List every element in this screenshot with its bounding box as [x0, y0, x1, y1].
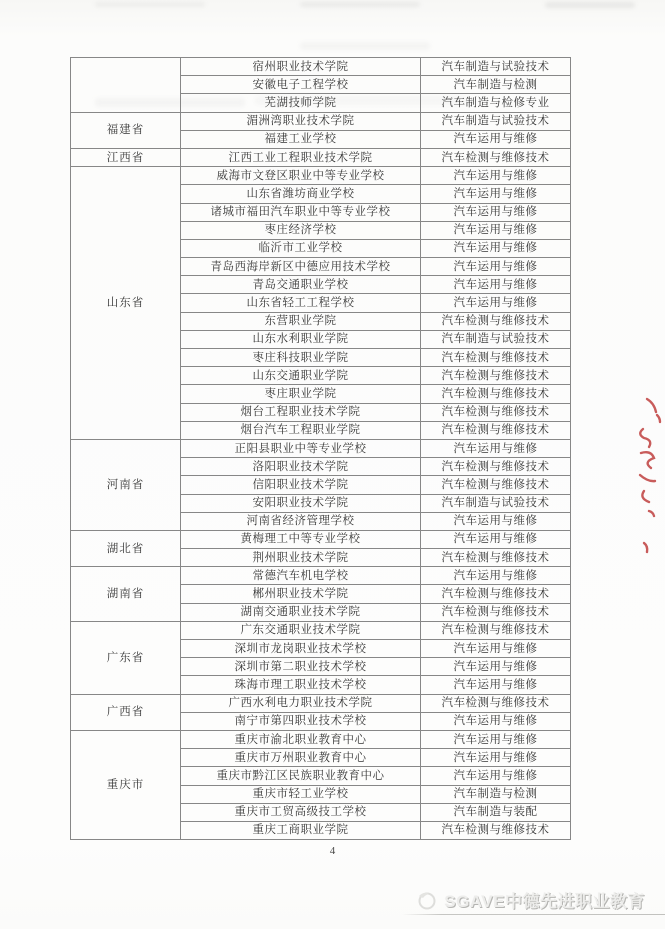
program-cell: 汽车检测与维修技术: [421, 585, 571, 603]
school-cell: 芜湖技师学院: [181, 94, 421, 112]
school-cell: 山东水利职业学院: [181, 330, 421, 348]
school-cell: 诸城市福田汽车职业中等专业学校: [181, 203, 421, 221]
school-cell: 青岛西海岸新区中德应用技术学校: [181, 258, 421, 276]
school-cell: 山东省潍坊商业学校: [181, 185, 421, 203]
bleed-through-mark: [300, 2, 420, 7]
school-cell: 深圳市龙岗职业技术学校: [181, 640, 421, 658]
program-cell: 汽车运用与维修: [421, 294, 571, 312]
school-cell: 重庆市工贸高级技工学校: [181, 803, 421, 821]
school-cell: 广西水利电力职业技术学院: [181, 694, 421, 712]
bleed-through-mark: [300, 42, 430, 50]
school-cell: 福建工业学校: [181, 130, 421, 148]
province-cell: 湖南省: [71, 567, 181, 622]
table-row: [71, 148, 571, 166]
program-cell: 汽车检测与维修技术: [421, 312, 571, 330]
program-cell: 汽车运用与维修: [421, 512, 571, 530]
table-row: [71, 58, 571, 76]
sgave-logo-icon: [416, 889, 438, 911]
program-cell: 汽车检测与维修技术: [421, 458, 571, 476]
program-cell: 汽车检测与维修技术: [421, 367, 571, 385]
province-cell: 河南省: [71, 439, 181, 530]
program-cell: 汽车制造与试验技术: [421, 494, 571, 512]
school-cell: 山东交通职业学院: [181, 367, 421, 385]
school-cell: 广东交通职业技术学院: [181, 621, 421, 639]
bleed-through-mark: [545, 2, 635, 8]
school-cell: 荆州职业技术学院: [181, 549, 421, 567]
school-cell: 烟台工程职业技术学院: [181, 403, 421, 421]
footer-divider: [402, 914, 665, 915]
table-row: [71, 530, 571, 548]
program-cell: 汽车检测与维修技术: [421, 621, 571, 639]
school-cell: 洛阳职业技术学院: [181, 458, 421, 476]
school-cell: 宿州职业技术学院: [181, 58, 421, 76]
school-cell: 重庆工商职业学院: [181, 821, 421, 839]
school-cell: 江西工业工程职业技术学院: [181, 148, 421, 166]
school-cell: 枣庄科技职业学院: [181, 349, 421, 367]
school-cell: 青岛交通职业学校: [181, 276, 421, 294]
school-cell: 湖南交通职业技术学院: [181, 603, 421, 621]
table-row: [71, 730, 571, 748]
table-row: [71, 694, 571, 712]
province-cell: 广东省: [71, 621, 181, 694]
province-cell: 江西省: [71, 148, 181, 166]
school-cell: 山东省轻工工程学校: [181, 294, 421, 312]
school-cell: 正阳县职业中等专业学校: [181, 439, 421, 457]
school-cell: 威海市文登区职业中等专业学校: [181, 167, 421, 185]
province-cell: 福建省: [71, 112, 181, 148]
school-cell: 郴州职业技术学院: [181, 585, 421, 603]
program-cell: 汽车运用与维修: [421, 676, 571, 694]
school-cell: 烟台汽车工程职业学院: [181, 421, 421, 439]
program-cell: 汽车检测与维修技术: [421, 549, 571, 567]
school-cell: 重庆市渝北职业教育中心: [181, 730, 421, 748]
school-cell: 安阳职业技术学院: [181, 494, 421, 512]
program-cell: 汽车制造与检测: [421, 76, 571, 94]
program-cell: 汽车运用与维修: [421, 130, 571, 148]
program-cell: 汽车运用与维修: [421, 730, 571, 748]
program-cell: 汽车运用与维修: [421, 439, 571, 457]
table-row: [71, 167, 571, 185]
school-cell: 常德汽车机电学校: [181, 567, 421, 585]
program-cell: 汽车运用与维修: [421, 276, 571, 294]
table-row: [71, 112, 571, 130]
program-cell: 汽车检测与维修技术: [421, 421, 571, 439]
program-cell: 汽车运用与维修: [421, 258, 571, 276]
school-cell: 湄洲湾职业技术学院: [181, 112, 421, 130]
school-cell: 安徽电子工程学校: [181, 76, 421, 94]
program-cell: 汽车运用与维修: [421, 185, 571, 203]
program-cell: 汽车运用与维修: [421, 167, 571, 185]
program-cell: 汽车制造与检修专业: [421, 94, 571, 112]
program-cell: 汽车运用与维修: [421, 567, 571, 585]
school-cell: 南宁市第四职业技术学校: [181, 712, 421, 730]
province-cell: 山东省: [71, 167, 181, 440]
table-row: [71, 567, 571, 585]
footer-watermark: [416, 887, 645, 912]
program-cell: 汽车检测与维修技术: [421, 349, 571, 367]
school-cell: 临沂市工业学校: [181, 239, 421, 257]
program-cell: 汽车制造与试验技术: [421, 112, 571, 130]
program-cell: 汽车运用与维修: [421, 221, 571, 239]
province-table-body: [71, 58, 571, 840]
province-cell: [71, 58, 181, 113]
school-cell: 重庆市黔江区民族职业教育中心: [181, 767, 421, 785]
table-row: [71, 621, 571, 639]
province-cell: 重庆市: [71, 730, 181, 839]
program-cell: 汽车制造与检测: [421, 785, 571, 803]
school-cell: 东营职业学院: [181, 312, 421, 330]
program-cell: 汽车运用与维修: [421, 658, 571, 676]
program-cell: 汽车制造与试验技术: [421, 58, 571, 76]
school-cell: 深圳市第二职业技术学校: [181, 658, 421, 676]
school-cell: 重庆市万州职业教育中心: [181, 749, 421, 767]
program-cell: 汽车检测与维修技术: [421, 148, 571, 166]
program-cell: 汽车检测与维修技术: [421, 603, 571, 621]
red-ink-annotation: [613, 395, 665, 565]
program-cell: 汽车检测与维修技术: [421, 385, 571, 403]
school-cell: 枣庄经济学校: [181, 221, 421, 239]
school-cell: 信阳职业技术学院: [181, 476, 421, 494]
program-cell: 汽车制造与装配: [421, 803, 571, 821]
program-cell: 汽车运用与维修: [421, 712, 571, 730]
footer-brand-text: SGAVE中德先进职业教育: [444, 892, 645, 911]
program-cell: 汽车检测与维修技术: [421, 476, 571, 494]
program-cell: 汽车检测与维修技术: [421, 821, 571, 839]
program-cell: 汽车运用与维修: [421, 767, 571, 785]
school-cell: 黄梅理工中等专业学校: [181, 530, 421, 548]
school-cell: 重庆市轻工业学校: [181, 785, 421, 803]
program-cell: 汽车运用与维修: [421, 530, 571, 548]
school-cell: 珠海市理工职业技术学校: [181, 676, 421, 694]
page-number: 4: [329, 845, 336, 857]
program-cell: 汽车运用与维修: [421, 203, 571, 221]
program-cell: 汽车制造与试验技术: [421, 330, 571, 348]
province-cell: 广西省: [71, 694, 181, 730]
school-cell: 河南省经济管理学校: [181, 512, 421, 530]
program-cell: 汽车检测与维修技术: [421, 694, 571, 712]
bleed-through-mark: [95, 2, 205, 7]
school-program-table: [70, 57, 571, 840]
province-cell: 湖北省: [71, 530, 181, 566]
program-cell: 汽车检测与维修技术: [421, 403, 571, 421]
program-cell: 汽车运用与维修: [421, 749, 571, 767]
table-row: [71, 439, 571, 457]
school-cell: 枣庄职业学院: [181, 385, 421, 403]
program-cell: 汽车运用与维修: [421, 640, 571, 658]
program-cell: 汽车运用与维修: [421, 239, 571, 257]
